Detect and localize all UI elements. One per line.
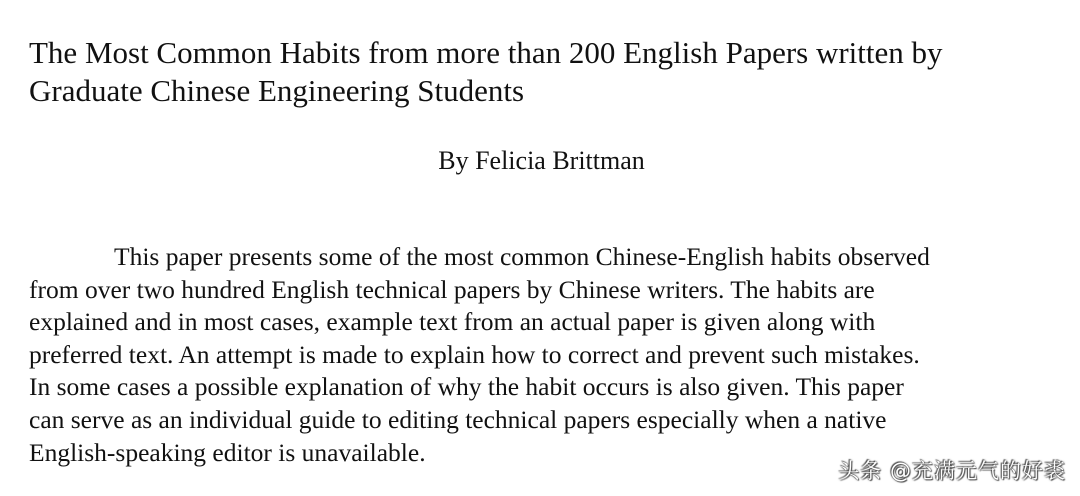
- abstract-line: This paper presents some of the most common Chinese-English habits observed: [114, 242, 930, 271]
- abstract-line: English-speaking editor is unavailable.: [29, 437, 426, 467]
- abstract-line: In some cases a possible explanation of why the habit occurs is also given. This paper: [29, 372, 904, 402]
- document-title: [29, 34, 1059, 110]
- source-watermark: 头条 @充满元气的好裘: [838, 459, 1066, 483]
- abstract-line: explained and in most cases, example text from an actual paper is given along with: [29, 307, 876, 337]
- title-line: Graduate Chinese Engineering Students: [29, 73, 525, 108]
- author-byline: By Felicia Brittman: [438, 146, 645, 175]
- abstract-line: can serve as an individual guide to editing technical papers especially when a native: [29, 404, 887, 434]
- title-line: The Most Common Habits from more than 200 English Papers written by: [29, 35, 943, 70]
- abstract-line: preferred text. An attempt is made to explain how to correct and prevent such mistakes.: [29, 339, 920, 369]
- abstract-line: from over two hundred English technical papers by Chinese writers. The habits are: [29, 274, 875, 304]
- abstract-paragraph: [29, 241, 1069, 469]
